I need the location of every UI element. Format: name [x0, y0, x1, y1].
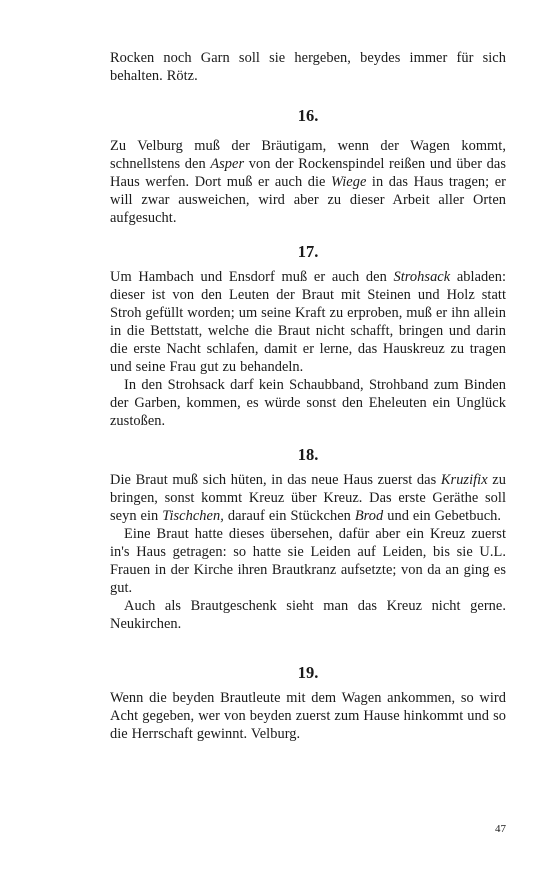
section-18-paragraph-2: Eine Braut hatte dieses übersehen, dafür aber ein Kreuz zuerst in's Haus getragen: so hatte sie Leiden auf Leiden, bis sie U.L. Frauen in der Kirche ihren Brautkranz aufsetzte; von da an ging es gut. [110, 526, 506, 596]
section-heading-19: 19. [297, 663, 319, 682]
intro-paragraph: Rocken noch Garn soll sie hergeben, beydes immer für sich behalten. Rötz. [110, 50, 506, 84]
section-heading-18: 18. [297, 445, 319, 464]
intro-text [110, 49, 506, 85]
page-number: 47 [495, 823, 506, 835]
section-18-paragraph-3: Auch als Brautgeschenk sieht man das Kreuz nicht gerne. Neukirchen. [110, 598, 506, 632]
section-17-paragraph-1: Um Hambach und Ensdorf muß er auch den Strohsack abladen: dieser ist von den Leuten der Braut mit Steinen und Holz statt Stroh gefüllt worden; um seine Kraft zu erproben, muß er ihn allein in die Bettstatt, welche die Braut nicht schafft, bringen und darin die erste Nacht schlafen, damit er lerne, das Hauskreuz zu tragen und seine Frau gut zu behandeln. [110, 269, 507, 375]
section-16-paragraph: Zu Velburg muß der Bräutigam, wenn der Wagen kommt, schnellstens den Asper von der Rockenspindel reißen und über das Haus werfen. Dort muß er auch die Wiege in das Haus tragen; er will zwar ausweichen, wird aber zu dieser Arbeit aller Orten aufgesucht. [110, 138, 506, 226]
section-heading-16: 16. [297, 106, 319, 125]
section-18-paragraph-1: Die Braut muß sich hüten, in das neue Haus zuerst das Kruzifix zu bringen, sonst kommt Kreuz über Kreuz. Das erste Geräthe soll seyn ein Tischchen, darauf ein Stückchen Brod und ein Gebetbuch. [110, 472, 506, 524]
section-19-paragraph: Wenn die beyden Brautleute mit dem Wagen ankommen, so wird Acht gegeben, wer von beyden zuerst zum Hause hinkommt und so die Herrschaft gewinnt. Velburg. [110, 690, 506, 742]
section-16-text [110, 137, 506, 227]
section-17-paragraph-2: In den Strohsack darf kein Schaubband, Strohband zum Binden der Garben, kommen, es würde sonst den Eheleuten ein Unglück zustoßen. [110, 377, 506, 429]
section-18-text [110, 471, 506, 633]
section-19-text [110, 689, 506, 743]
section-17-text [110, 268, 506, 430]
section-heading-17: 17. [297, 242, 319, 261]
